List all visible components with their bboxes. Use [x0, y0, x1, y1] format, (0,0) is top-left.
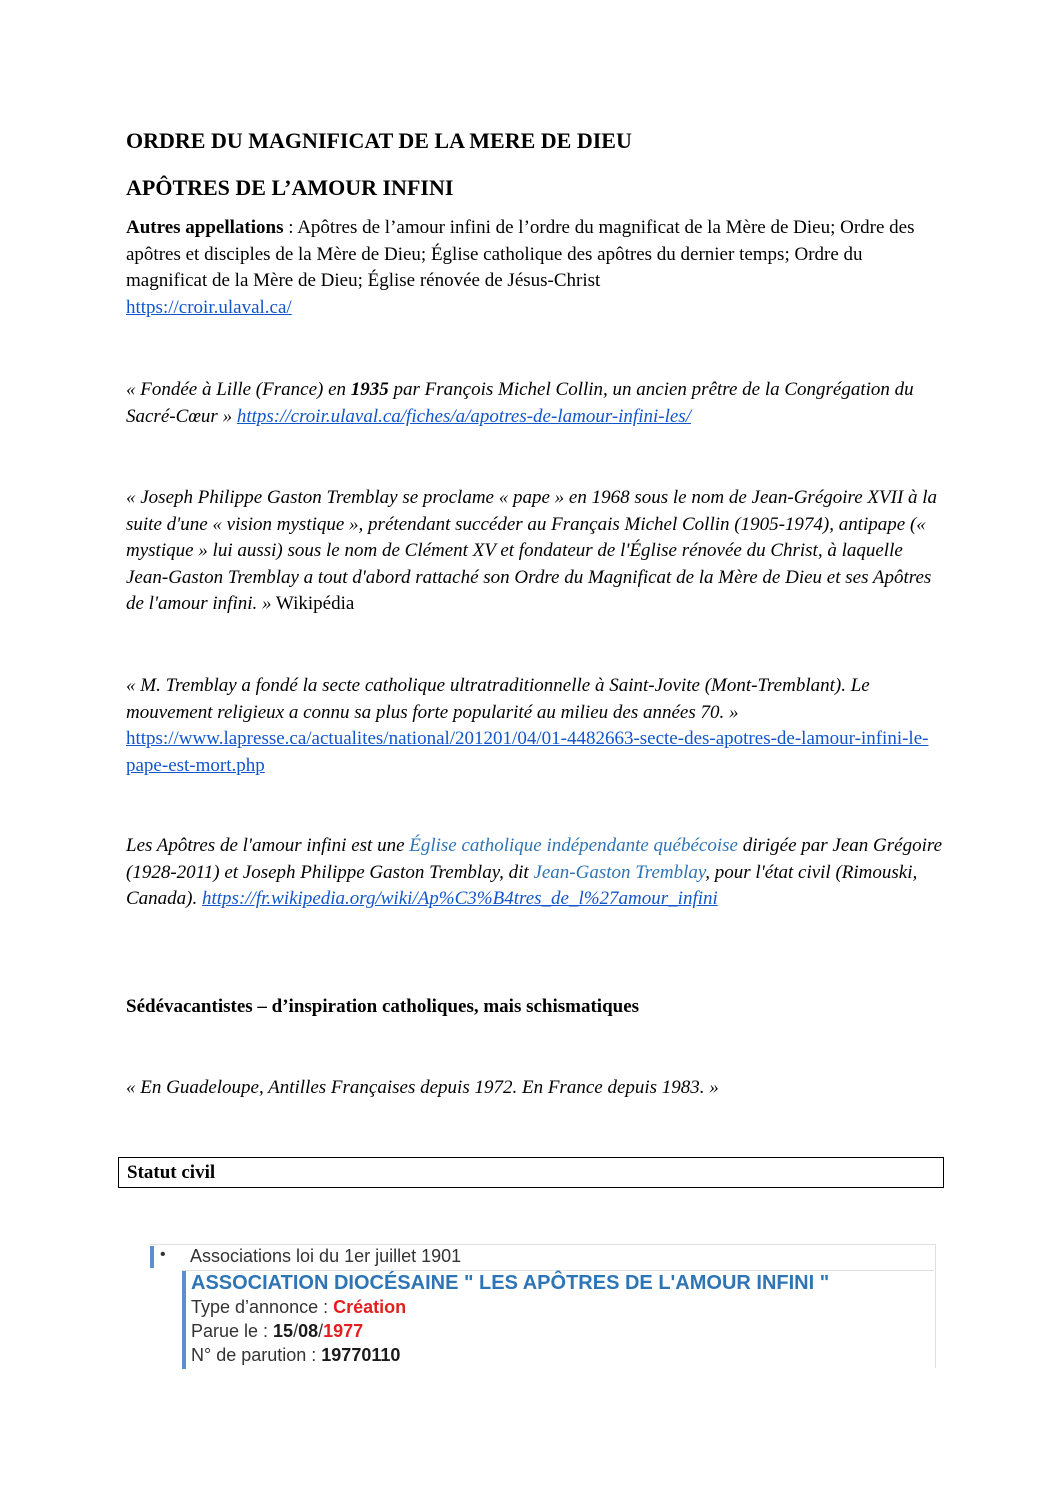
wikipedia-link[interactable]: https://fr.wikipedia.org/wiki/Ap%C3%B4tres_de_l%27amour_infini — [202, 888, 718, 909]
journal-officiel-excerpt — [150, 1244, 936, 1368]
founding-year: 1935 — [350, 379, 389, 400]
croir-link[interactable]: https://croir.ulaval.ca/ — [126, 296, 292, 318]
announcement-card — [182, 1270, 934, 1369]
quote-tremblay-text: « Joseph Philippe Gaston Tremblay se proclame « pape » en 1968 sous le nom de Jean-Grégoire XVII à la suite d'une « vision mystique », prétendant succéder au Français Michel Collin (1905-1974), antipape (« mystique » lui aussi) sous le nom de Clément XV et fondateur de l'Église rénovée du Christ, à laquelle Jean-Gaston Tremblay a tout d'abord rattaché son Ordre du Magnificat de la Mère de Dieu et ses Apôtres de l'amour infini. » — [126, 487, 938, 614]
announcement-type — [191, 1295, 406, 1319]
tremblay-link[interactable]: Jean-Gaston Tremblay — [533, 861, 706, 883]
excerpt-frame-top — [150, 1244, 936, 1245]
eglise-link[interactable]: Église catholique indépendante québécoise — [409, 835, 738, 856]
quote-tremblay-pope — [126, 485, 944, 618]
civil-status-heading: Statut civil — [118, 1157, 944, 1188]
other-names-paragraph — [126, 215, 944, 321]
number-label: N° de parution : — [191, 1345, 322, 1365]
quote-founding — [126, 377, 944, 430]
wiki-text-a: Les Apôtres de l'amour infini est une — [126, 835, 410, 856]
quote-lapresse — [126, 673, 944, 779]
association-title[interactable]: ASSOCIATION DIOCÉSAINE " LES APÔTRES DE L'AMOUR INFINI " — [191, 1272, 830, 1294]
quote-lapresse-text: « M. Tremblay a fondé la secte catholique ultratraditionnelle à Saint-Jovite (Mont-Tremblant). Le mouvement religieux a connu sa plus forte popularité au milieu des années 70. » — [126, 675, 870, 723]
bullet-icon: • — [160, 1246, 166, 1263]
quote-founding-text-b: par François Michel Collin, un ancien prêtre de la Congrégation du Sacré-Cœur » — [126, 379, 914, 427]
date-separator: / — [318, 1321, 324, 1341]
date-label: Parue le : — [191, 1321, 274, 1341]
publication-number — [191, 1343, 400, 1367]
category-accent-bar — [150, 1246, 154, 1268]
croir-fiche-link[interactable]: https://croir.ulaval.ca/fiches/a/apotres-de-lamour-infini-les/ — [236, 405, 691, 427]
date-month: 08 — [298, 1321, 319, 1341]
excerpt-frame-right — [935, 1244, 936, 1368]
date-day: 15 — [273, 1321, 294, 1341]
sedevacantist-heading: Sédévacantistes – d’inspiration catholiques, mais schismatiques — [126, 996, 640, 1017]
other-names-label: Autres appellations — [126, 217, 284, 238]
publication-date — [191, 1319, 363, 1343]
quote-founding-text-a: « Fondée à Lille (France) en — [126, 379, 351, 400]
quote-source: Wikipédia — [271, 593, 355, 614]
date-separator: / — [293, 1321, 299, 1341]
quote-guadeloupe: « En Guadeloupe, Antilles Françaises depuis 1972. En France depuis 1983. » — [126, 1077, 719, 1098]
document-title: ORDRE DU MAGNIFICAT DE LA MERE DE DIEU — [126, 128, 632, 153]
wiki-text-b: dirigée par Jean Grégoire (1928-2011) et Joseph Philippe Gaston Tremblay, dit — [126, 835, 942, 883]
lapresse-link[interactable]: https://www.lapresse.ca/actualites/national/201201/04/01-4482663-secte-des-apotres-de-lamour-infini-le-pape-est-mort.php — [126, 728, 929, 776]
wiki-text-c: , pour l'état civil (Rimouski, Canada). — [126, 861, 918, 909]
number-value: 19770110 — [321, 1345, 401, 1365]
type-label: Type d’annonce : — [191, 1297, 334, 1317]
category-label: Associations loi du 1er juillet 1901 — [190, 1246, 462, 1266]
announcement-accent-bar — [182, 1271, 186, 1369]
date-year: 1977 — [323, 1321, 364, 1341]
other-names-text: : Apôtres de l’amour infini de l’ordre du magnificat de la Mère de Dieu; Ordre des apôtres et disciples de la Mère de Dieu; Église catholique des apôtres du dernier temps; Ordre du magnificat de la Mère de Dieu; Église rénovée de Jésus-Christ — [126, 217, 915, 291]
type-value: Création — [333, 1297, 407, 1317]
wikipedia-paragraph — [126, 833, 944, 913]
document-subtitle: APÔTRES DE L’AMOUR INFINI — [126, 175, 454, 200]
